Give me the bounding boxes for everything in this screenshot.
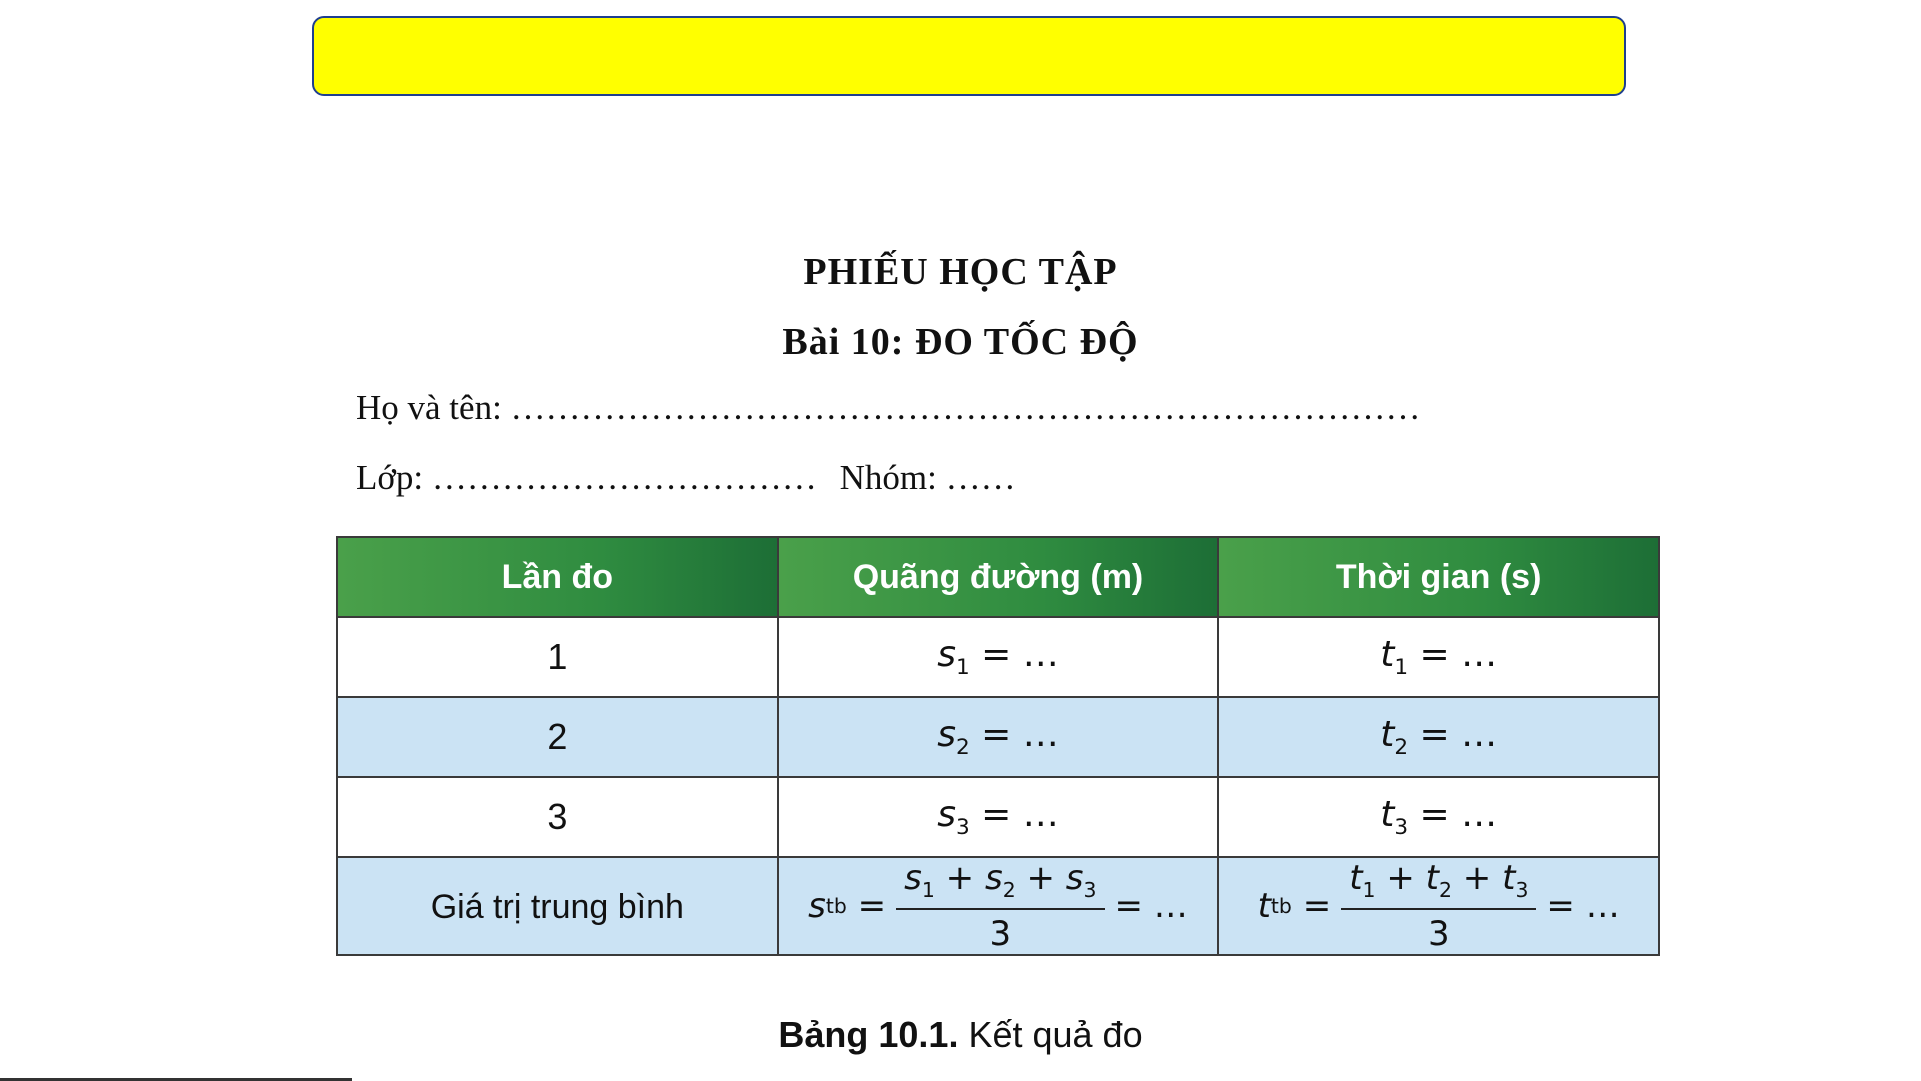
distance-cell: $s_3$ = … — [778, 777, 1219, 857]
header-distance: Quãng đường (m) — [778, 537, 1219, 617]
name-dots: …………………………………………………………………… — [510, 388, 1421, 427]
distance-cell: $s_1$ = … — [778, 617, 1219, 697]
distance-cell: $s_2$ = … — [778, 697, 1219, 777]
table-header-row — [337, 537, 1659, 617]
trial-number: 3 — [337, 777, 778, 857]
caption-number: Bảng 10.1. — [778, 1014, 959, 1055]
class-dots: …………………………… — [431, 458, 817, 497]
time-cell: $t_1$ = … — [1218, 617, 1659, 697]
worksheet-title: PHIẾU HỌC TẬP — [803, 251, 1118, 293]
class-group-field — [356, 458, 1016, 498]
trial-number: 1 — [337, 617, 778, 697]
average-label: Giá trị trung bình — [337, 857, 778, 955]
trial-number: 2 — [337, 697, 778, 777]
class-label: Lớp: — [356, 458, 424, 497]
average-distance-formula: s tb = $s_1 + s_2 + s_3$ 3 = … — [778, 857, 1219, 955]
average-row — [337, 857, 1659, 955]
table-row — [337, 697, 1659, 777]
time-fraction: $t_1 + t_2 + t_3$ 3 — [1341, 858, 1536, 954]
caption-text: Kết quả đo — [958, 1014, 1143, 1055]
table-row — [337, 777, 1659, 857]
distance-fraction: $s_1 + s_2 + s_3$ 3 — [896, 858, 1104, 954]
header-trial: Lần đo — [337, 537, 778, 617]
name-field — [356, 388, 1421, 428]
name-label: Họ và tên: — [356, 388, 502, 427]
time-cell: $t_3$ = … — [1218, 777, 1659, 857]
title-banner — [312, 16, 1626, 96]
header-time: Thời gian (s) — [1218, 537, 1659, 617]
group-label: Nhóm: — [839, 458, 937, 497]
time-cell: $t_2$ = … — [1218, 697, 1659, 777]
average-time-formula: t tb = $t_1 + t_2 + t_3$ 3 = … — [1218, 857, 1659, 955]
table-caption — [0, 1014, 1921, 1056]
table-row — [337, 617, 1659, 697]
results-table — [336, 536, 1660, 956]
lesson-title: Bài 10: ĐO TỐC ĐỘ — [782, 321, 1139, 363]
group-dots: …… — [945, 458, 1016, 497]
